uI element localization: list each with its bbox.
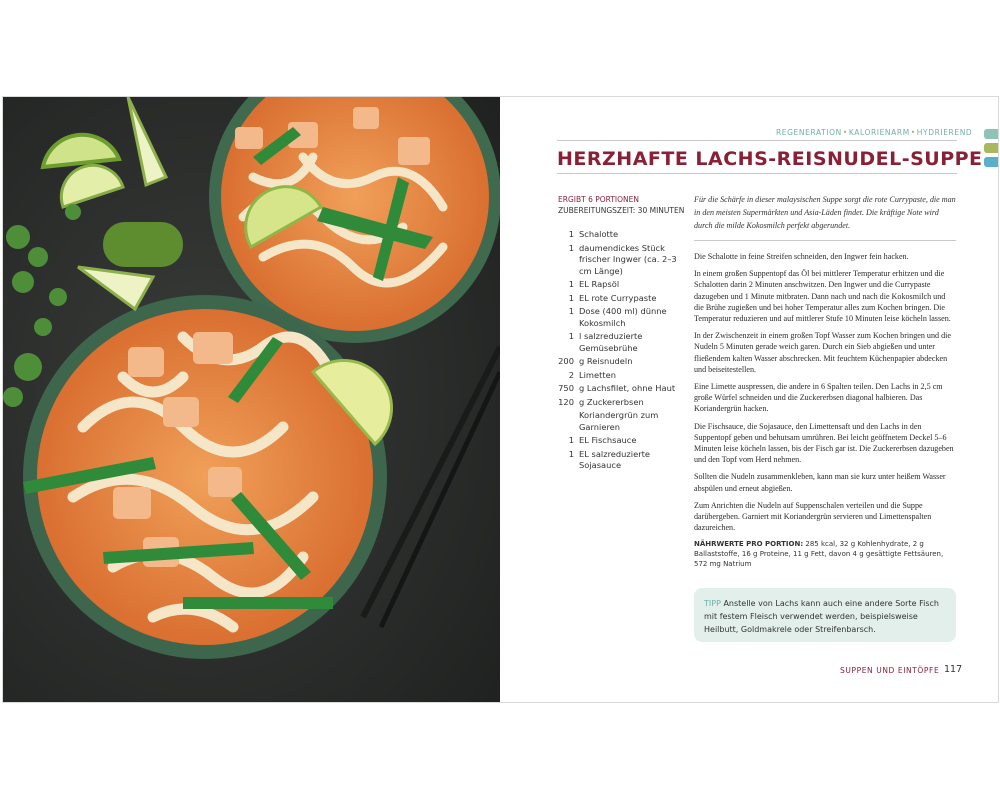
ingredient-text: Dose (400 ml) dünne Kokosmilch: [579, 306, 667, 328]
ingredient-item: [558, 383, 688, 395]
ingredient-quantity: 750: [558, 383, 574, 393]
ingredient-item: [558, 397, 688, 409]
recipe-step: In einem großen Suppentopf das Öl bei mittlerer Temperatur erhitzen und die Schalotten darin 2 Minuten anschwitzen. Den Ingwer und die Currypaste dazugeben und 1 Minute mitbraten. Dann nach und nach die Kokosmilch und die Brühe zugießen und bei hoher Temperatur alles zum Kochen bringen. Die Temperatur reduzieren und auf mittlerer Stufe 10 Minuten leise köcheln lassen.: [694, 269, 951, 324]
prep-time-label: ZUBEREITUNGSZEIT: 30 MINUTEN: [558, 206, 685, 215]
ingredient-text: g Reisnudeln: [579, 356, 633, 366]
ingredient-item: [558, 279, 688, 291]
tag-separator-dot: •: [842, 128, 848, 137]
ingredient-item: [558, 410, 688, 433]
ingredient-quantity: 1: [568, 279, 574, 289]
ingredient-item: [558, 449, 688, 472]
tip-box: [694, 588, 956, 642]
recipe-steps: [694, 251, 956, 569]
title-rule-bottom: [557, 173, 957, 174]
ingredient-text: g Lachsfilet, ohne Haut: [579, 383, 676, 393]
section-footer: SUPPEN UND EINTÖPFE: [840, 666, 940, 675]
ingredient-item: [558, 356, 688, 368]
ingredient-quantity: 1: [568, 292, 574, 303]
ingredient-text: EL rote Currypaste: [579, 292, 657, 303]
ingredient-text: EL Rapsöl: [579, 279, 620, 289]
ingredient-quantity: 1: [568, 435, 574, 445]
tip-text: Anstelle von Lachs kann auch eine andere Sorte Fisch mit festem Fleisch verwendet werden, beispielsweise Heilbutt, Goldmakrele oder Streifenbarsch.: [704, 599, 939, 634]
ingredient-quantity: 1: [568, 229, 574, 239]
edge-tab-blue: [984, 157, 998, 167]
tag-kalorienarm: KALORIENARM: [848, 128, 910, 137]
ingredient-quantity: [558, 410, 579, 433]
page-number: 117: [944, 664, 963, 675]
portions-label: ERGIBT 6 PORTIONEN: [558, 195, 639, 204]
edge-tab-olive: [984, 143, 998, 153]
tag-hydrierend: HYDRIEREND: [916, 128, 973, 137]
recipe-step: Zum Anrichten die Nudeln auf Suppenschalen verteilen und die Suppe darübergeben. Garniert mit Koriandergrün servieren und Limettenspalten dazureichen.: [694, 500, 932, 533]
ingredient-item: [558, 435, 688, 447]
ingredient-quantity: 1: [568, 306, 574, 316]
ingredient-text: EL Fischsauce: [579, 435, 637, 445]
recipe-step: In der Zwischenzeit in einem großen Topf Wasser zum Kochen bringen und die Nudeln 5 Minuten gerade weich garen. Durch ein Sieb abgießen und unter fließendem kalten Wasser abschrecken. Mit feuchtem Küchenpapier abdecken und beiseitestellen.: [694, 331, 951, 374]
edge-tab-teal: [984, 129, 998, 139]
ingredient-text: daumendickes Stück frischer Ingwer (ca. 2–3 cm Länge): [579, 242, 677, 276]
nutrition-text: 285 kcal, 32 g Kohlenhydrate, 2 g Ballaststoffe, 16 g Proteine, 11 g Fett, davon 4 g gesättigte Fettsäuren, 572 mg Natrium: [694, 540, 944, 569]
recipe-step: Die Schalotte in feine Streifen schneiden, den Ingwer fein hacken.: [694, 252, 909, 261]
recipe-step: Eine Limette auspressen, die andere in 6 Spalten teilen. Den Lachs in 2,5 cm große Würfel schneiden und die Zuckererbsen diagonal halbieren. Das Koriandergrün hacken.: [694, 382, 943, 414]
tag-separator-dot: •: [910, 128, 916, 137]
ingredient-item: [558, 370, 688, 382]
category-tags: [776, 128, 972, 137]
ingredient-quantity: 1: [568, 448, 574, 459]
tag-regeneration: REGENERATION: [776, 128, 842, 137]
ingredient-quantity: 2: [568, 369, 574, 380]
ingredient-item: [558, 243, 688, 278]
recipe-step: Die Fischsauce, die Sojasauce, den Limettensaft und den Lachs in den Suppentopf geben und behutsam umrühren. Bei leicht geöffnetem Deckel 5–6 Minuten leise köcheln lassen, bis der Fisch gar ist. Die Zuckererbsen dazugeben und den Topf vom Herd nehmen.: [694, 421, 954, 465]
recipe-title: HERZHAFTE LACHS-REISNUDEL-SUPPE: [557, 148, 983, 170]
recipe-page: [500, 97, 998, 702]
ingredient-quantity: 1: [568, 242, 574, 253]
ingredient-quantity: 200: [558, 356, 574, 366]
food-photo: [3, 97, 500, 702]
ingredient-item: [558, 229, 688, 241]
ingredient-text: Limetten: [579, 369, 616, 380]
tip-label: TIPP: [704, 599, 721, 608]
ingredient-text: l salzreduzierte Gemüsebrühe: [579, 331, 643, 353]
soup-bowls-photo: [3, 97, 500, 702]
nutrition-info: [694, 539, 956, 569]
ingredient-item: [558, 306, 688, 329]
book-spread: [2, 96, 999, 703]
ingredient-text: EL salzreduzierte Sojasauce: [579, 448, 650, 470]
ingredient-item: [558, 331, 688, 354]
ingredient-quantity: 120: [558, 396, 574, 407]
intro-rule: [694, 240, 956, 241]
ingredient-item: [558, 293, 688, 305]
nutrition-label: NÄHRWERTE PRO PORTION:: [694, 540, 804, 549]
ingredient-list: [558, 229, 688, 474]
ingredient-text: Koriandergrün zum Garnieren: [579, 410, 659, 432]
title-rule-top: [557, 140, 957, 141]
ingredient-text: g Zuckererbsen: [579, 396, 644, 407]
recipe-intro: Für die Schärfe in dieser malaysischen Suppe sorgt die rote Currypaste, die man in den meisten Supermärkten und Asia-Läden findet. Die kräftige Note wird durch die milde Kokosmilch perfekt abgerundet.: [694, 195, 956, 230]
ingredient-quantity: 1: [568, 331, 574, 341]
recipe-step: Sollten die Nudeln zusammenkleben, kann man sie kurz unter heißem Wasser abspülen und erneut abgießen.: [694, 472, 946, 493]
ingredient-text: Schalotte: [579, 229, 619, 239]
